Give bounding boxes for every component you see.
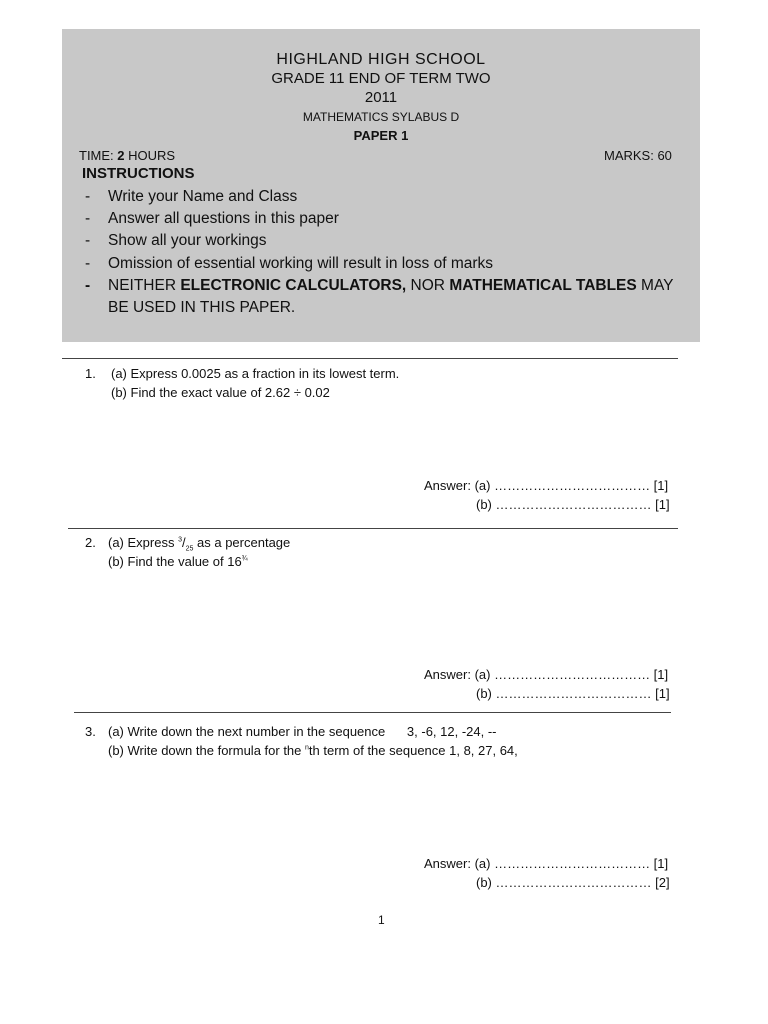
- instructions-heading: INSTRUCTIONS: [82, 165, 195, 182]
- marks-label: MARKS: 60: [604, 148, 672, 163]
- answer-line-a: Answer: (a) ……………………………… [1]: [424, 856, 669, 871]
- divider-rule: [68, 528, 678, 529]
- instruction-item: Answer all questions in this paper: [108, 210, 339, 227]
- instruction-item: Write your Name and Class: [108, 188, 298, 205]
- instruction-dash: -: [85, 277, 91, 294]
- answer-line-a: Answer: (a) ……………………………… [1]: [424, 478, 669, 493]
- exam-year: 2011: [364, 89, 398, 106]
- school-name: HIGHLAND HIGH SCHOOL: [276, 51, 486, 68]
- question-number: 3.: [85, 724, 96, 739]
- syllabus-label: MATHEMATICS SYLABUS D: [302, 110, 460, 124]
- paper-label: PAPER 1: [353, 128, 409, 143]
- question-number: 1.: [85, 366, 96, 381]
- question-part-b: (b) Find the exact value of 2.62 ÷ 0.02: [111, 385, 330, 400]
- instruction-dash: -: [85, 210, 91, 227]
- answer-line-a: Answer: (a) ……………………………… [1]: [424, 667, 669, 682]
- answer-line-b: (b) ……………………………… [1]: [476, 686, 670, 701]
- time-label: TIME: 2 HOURS: [79, 148, 176, 163]
- answer-line-b: (b) ……………………………… [1]: [476, 497, 670, 512]
- instruction-item: Show all your workings: [108, 232, 267, 249]
- question-part-a: (a) Write down the next number in the sequence 3, -6, 12, -24, --: [108, 724, 497, 739]
- instruction-item: Omission of essential working will result in loss of marks: [108, 255, 494, 272]
- instruction-dash: -: [85, 232, 91, 249]
- question-part-a: (a) Express 0.0025 as a fraction in its lowest term.: [111, 366, 400, 381]
- page-number: 1: [378, 913, 385, 927]
- divider-rule: [62, 358, 678, 359]
- instruction-item-calculators-cont: BE USED IN THIS PAPER.: [108, 299, 296, 316]
- question-part-b: (b) Find the value of $16^{\frac{3}{4}}$: [108, 554, 248, 569]
- instruction-dash: -: [85, 255, 91, 272]
- divider-rule: [74, 712, 671, 713]
- instruction-item-calculators: NEITHER ELECTRONIC CALCULATORS, NOR MATHEMATICAL TABLES MAY: [108, 277, 674, 294]
- question-number: 2.: [85, 535, 96, 550]
- instruction-dash: -: [85, 188, 91, 205]
- time-value: 2: [117, 148, 125, 163]
- question-part-b: (b) Write down the formula for the $^n$th term of the sequence 1, 8, 27, 64,: [108, 743, 518, 758]
- exam-grade: GRADE 11 END OF TERM TWO: [271, 70, 491, 87]
- question-part-a: (a) Express $^3/_{25}$ as a percentage: [108, 535, 291, 553]
- answer-line-b: (b) ……………………………… [2]: [476, 875, 670, 890]
